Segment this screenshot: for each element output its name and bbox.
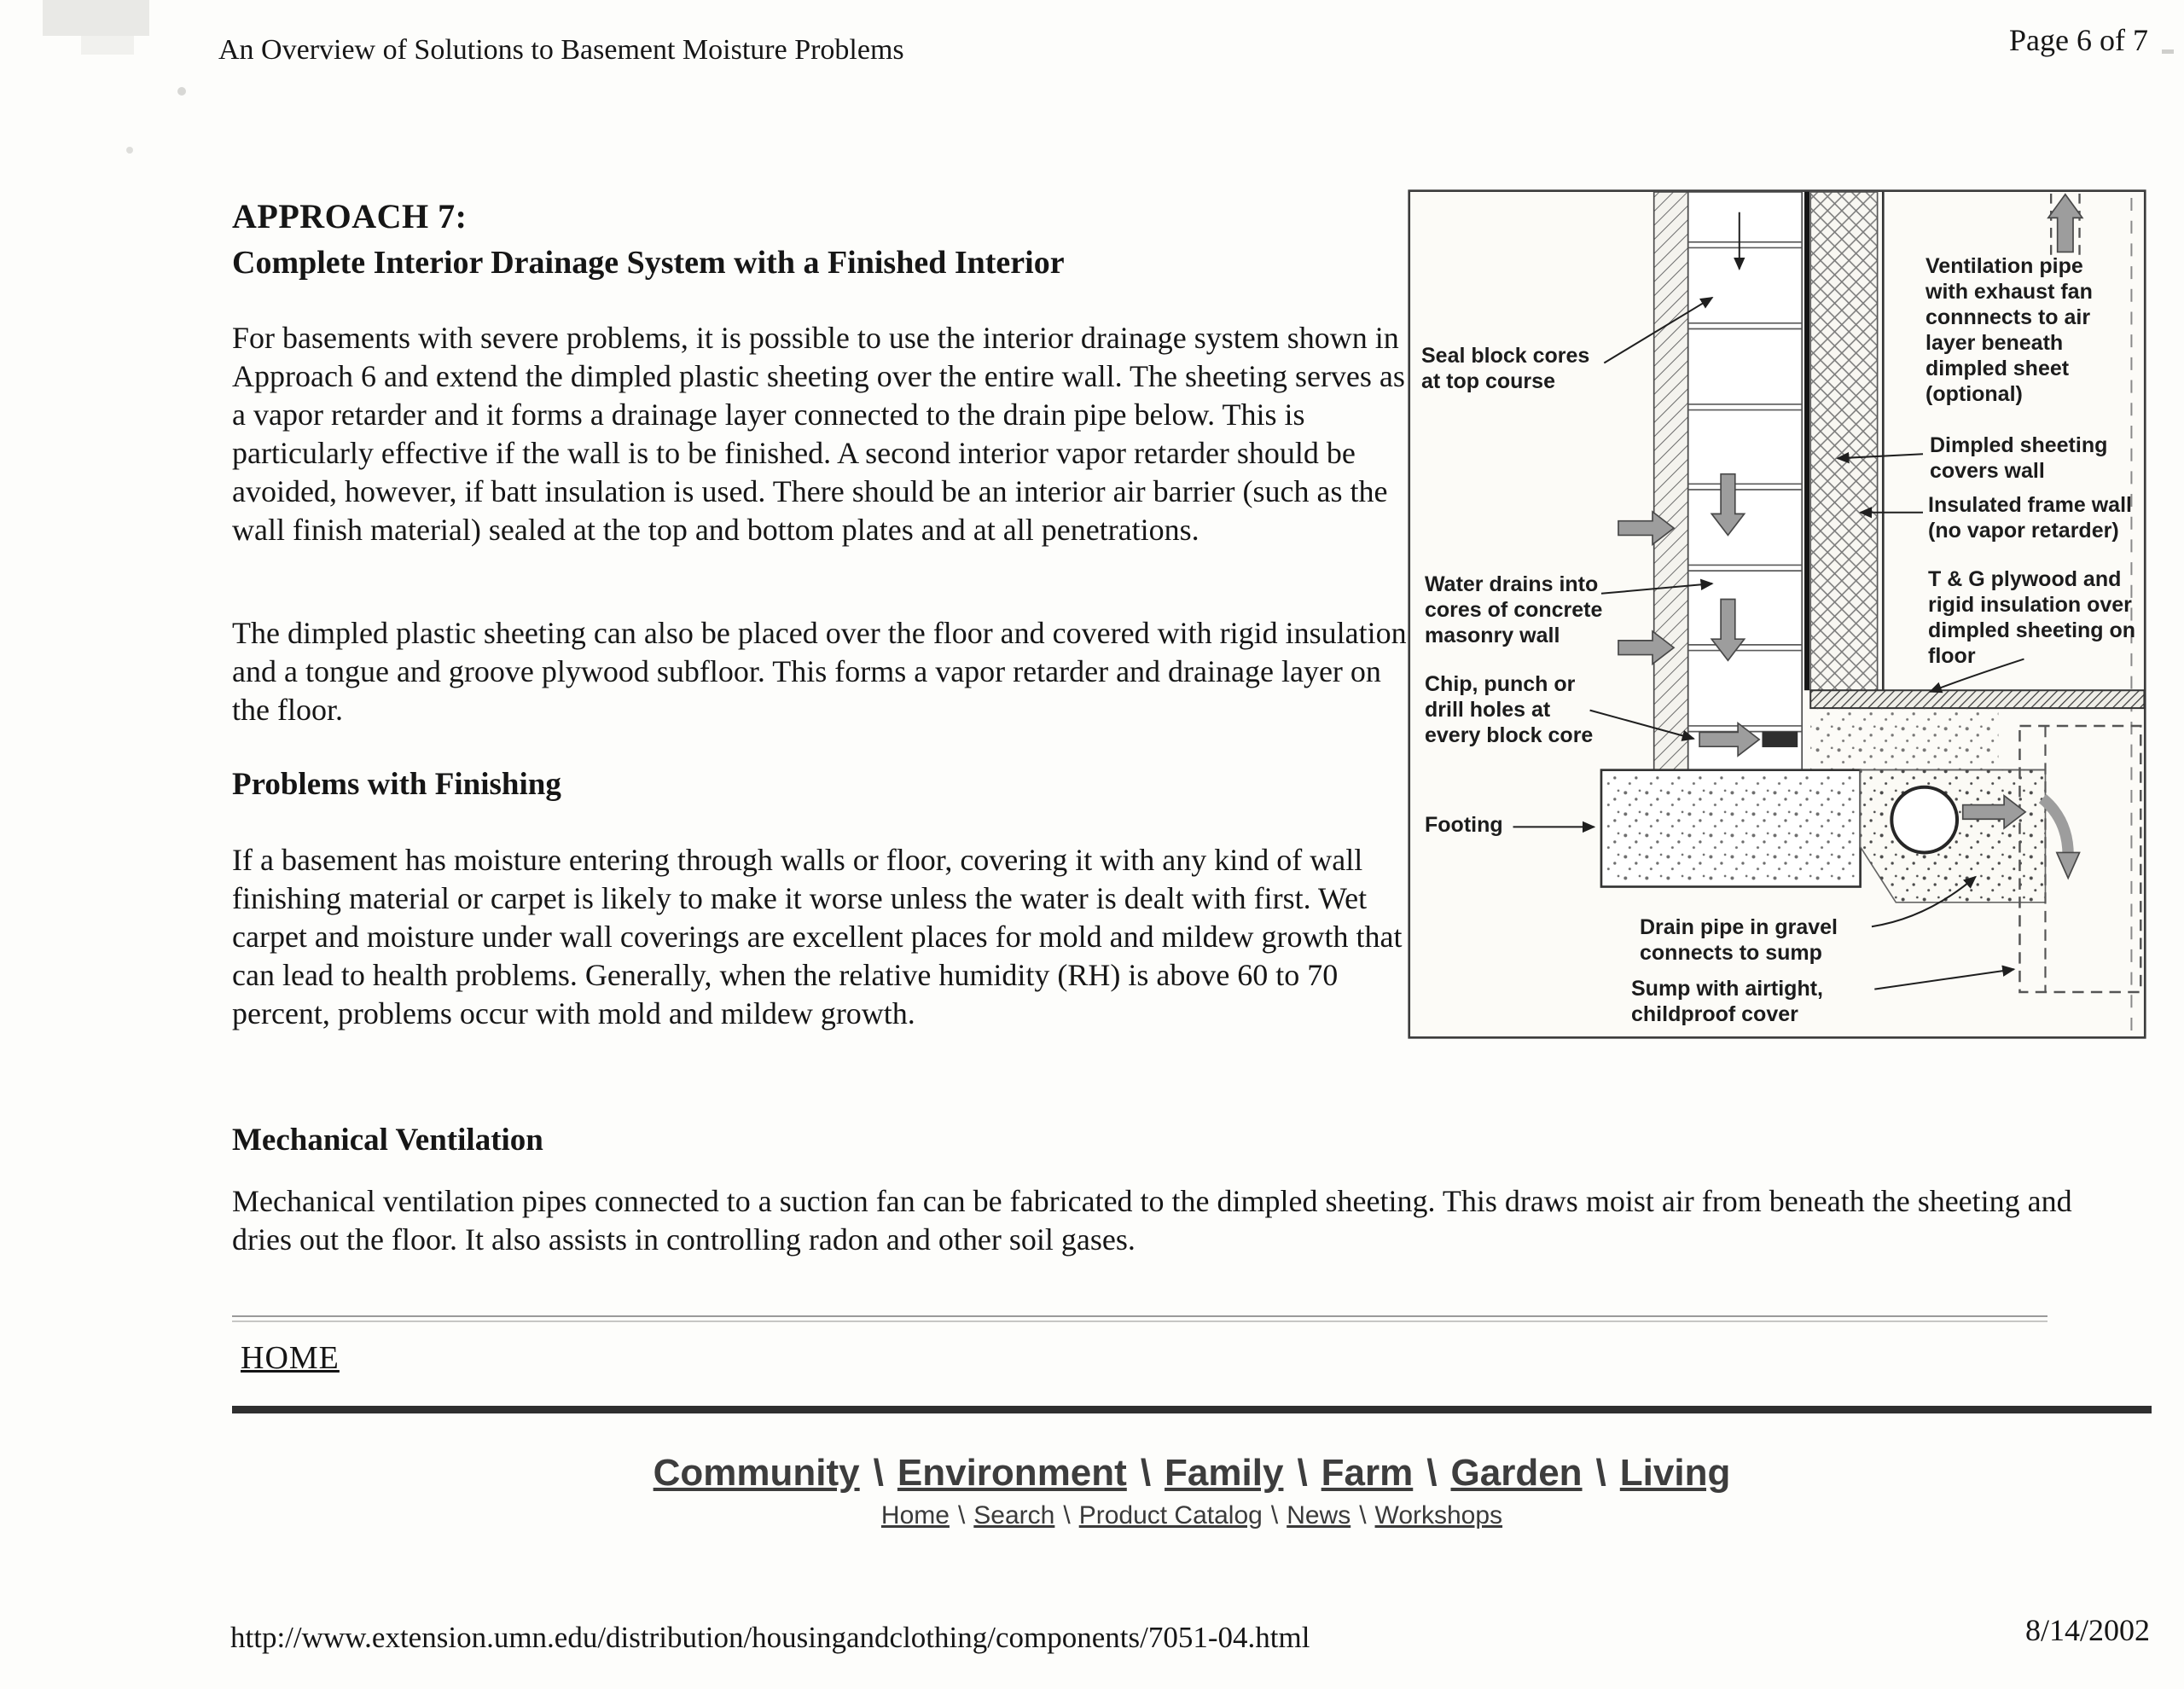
footing-shape	[1601, 770, 1861, 887]
diagram-label-seal-block-cores: Seal block cores at top course	[1421, 344, 1590, 393]
approach-subtitle: Complete Interior Drainage System with a Finished Interior	[232, 245, 1065, 281]
scan-artifact	[126, 147, 133, 154]
diagram-label-insulated-frame-wall: Insulated frame wall (no vapor retarder)	[1928, 493, 2132, 543]
diagram-label-footing: Footing	[1425, 813, 1503, 837]
nav-separator: \	[1359, 1501, 1367, 1529]
insulated-frame-wall-shape	[1810, 192, 1883, 690]
nav-link-home[interactable]: Home	[880, 1501, 950, 1529]
nav-link-workshops[interactable]: Workshops	[1374, 1501, 1503, 1529]
paragraph-finishing: If a basement has moisture entering through walls or floor, covering it with any kind of wall finishing material or carpet is likely to make it worse unless the water is dealt with first. Wet carpet and moisture under wall coverings are excellent places for mold and mildew growth that can lead to health problems. Generally, when the relative humidity (RH) is above 60 to 70 percent, problems occur with mold and mildew growth.	[232, 843, 1403, 1030]
nav-separator: \	[1595, 1452, 1606, 1494]
block-core-hole-shape	[1762, 732, 1798, 747]
diagram-label-ventilation-pipe: Ventilation pipe with exhaust fan connnects to air layer beneath dimpled sheet (optional)	[1926, 254, 2093, 406]
nav-link-family[interactable]: Family	[1165, 1452, 1284, 1494]
footer-nav-secondary	[232, 1501, 2152, 1530]
source-url: http://www.extension.umn.edu/distribution/housingandclothing/components/7051-04.html	[230, 1621, 1310, 1654]
approach-heading: APPROACH 7:	[232, 197, 468, 235]
subheading-problems-with-finishing: Problems with Finishing	[232, 767, 561, 802]
diagram-label-dimpled-sheeting: Dimpled sheeting covers wall	[1930, 433, 2108, 483]
subheading-mechanical-ventilation: Mechanical Ventilation	[232, 1123, 543, 1158]
footer-nav-primary	[232, 1452, 2152, 1495]
diagram-label-water-drains: Water drains into cores of concrete masonry wall	[1425, 572, 1603, 647]
scan-artifact	[81, 36, 134, 55]
nav-link-product-catalog[interactable]: Product Catalog	[1078, 1501, 1263, 1529]
footer-divider	[232, 1315, 2048, 1322]
nav-separator: \	[1140, 1452, 1152, 1494]
nav-separator: \	[1426, 1452, 1438, 1494]
basement-wall-cross-section-diagram	[1408, 189, 2146, 1039]
page-number: Page 6 of 7	[2009, 23, 2148, 57]
nav-link-living[interactable]: Living	[1619, 1452, 1731, 1494]
nav-separator: \	[1297, 1452, 1308, 1494]
diagram-label-sump: Sump with airtight, childproof cover	[1631, 977, 1823, 1026]
nav-separator: \	[957, 1501, 966, 1529]
footer-navigation	[232, 1452, 2152, 1530]
scan-artifact	[43, 0, 149, 36]
nav-link-garden[interactable]: Garden	[1450, 1452, 1583, 1494]
home-link[interactable]: HOME	[241, 1340, 340, 1376]
nav-link-news[interactable]: News	[1287, 1501, 1351, 1529]
nav-link-environment[interactable]: Environment	[897, 1452, 1127, 1494]
drain-pipe-icon	[1891, 787, 1957, 853]
nav-separator: \	[1063, 1501, 1071, 1529]
print-date: 8/14/2002	[2024, 1613, 2150, 1647]
scan-artifact	[2162, 49, 2174, 54]
nav-separator: \	[1270, 1501, 1279, 1529]
nav-link-community[interactable]: Community	[653, 1452, 860, 1494]
diagram-label-chip-punch-holes: Chip, punch or drill holes at every block core	[1425, 672, 1594, 747]
nav-separator: \	[873, 1452, 884, 1494]
document-title: An Overview of Solutions to Basement Moisture Problems	[218, 34, 904, 66]
footer-rule	[232, 1406, 2152, 1413]
scan-artifact	[177, 87, 186, 96]
nav-link-search[interactable]: Search	[973, 1501, 1055, 1529]
paragraph-intro: For basements with severe problems, it is possible to use the interior drainage system shown in Approach 6 and extend the dimpled plastic sheeting over the entire wall. The sheeting serves as a vapor retarder and it forms a drainage layer connected to the drain pipe below. This is particularly effective if the wall is to be finished. A second interior vapor retarder should be avoided, however, if batt insulation is used. There should be an interior air barrier (such as the wall finish material) sealed at the top and bottom plates and at all penetrations.	[232, 321, 1405, 547]
paragraph-ventilation: Mechanical ventilation pipes connected to a suction fan can be fabricated to the dimpled sheeting. This draws moist air from beneath the sheeting and dries out the floor. It also assists in controlling radon and other soil gases.	[232, 1184, 2072, 1257]
diagram-label-tg-plywood: T & G plywood and rigid insulation over dimpled sheeting on floor	[1928, 567, 2136, 668]
paragraph-floor-sheeting: The dimpled plastic sheeting can also be placed over the floor and covered with rigid insulation and a tongue and groove plywood subfloor. This forms a vapor retarder and drainage layer on the floor.	[232, 616, 1407, 727]
diagram-label-drain-pipe: Drain pipe in gravel connects to sump	[1640, 915, 1838, 965]
nav-link-farm[interactable]: Farm	[1321, 1452, 1414, 1494]
